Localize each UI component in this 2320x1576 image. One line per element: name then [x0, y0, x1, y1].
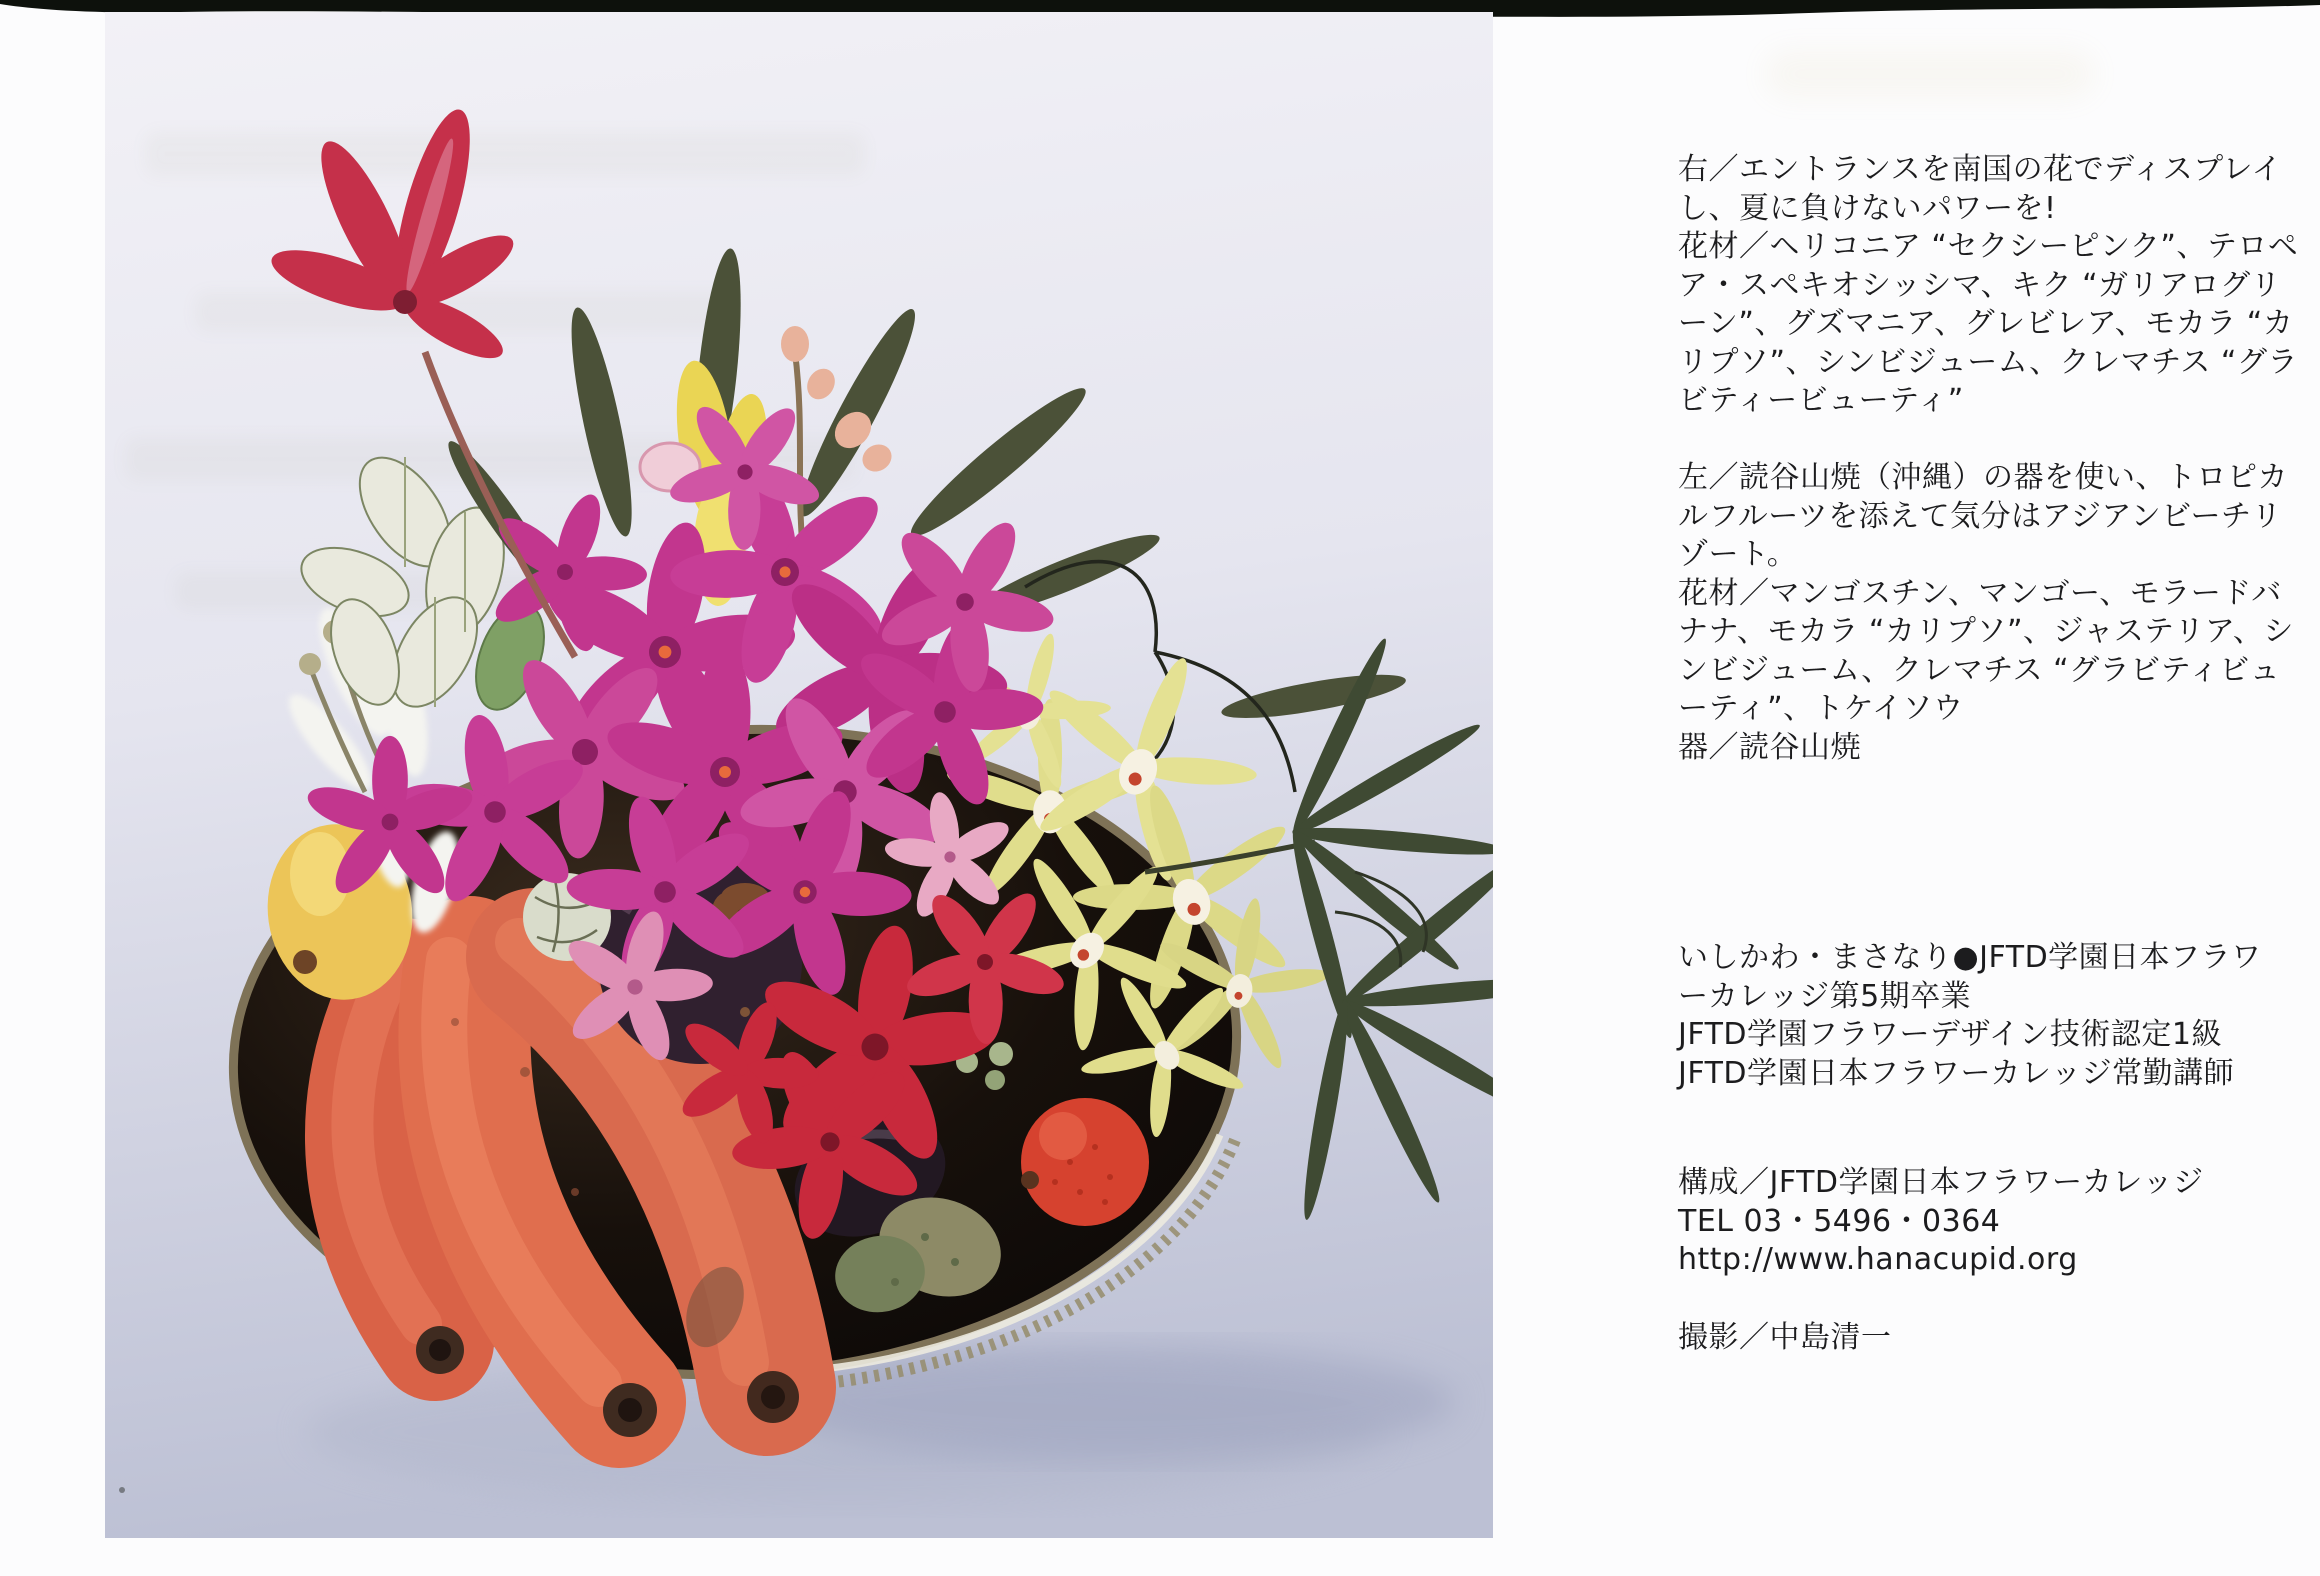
caption-line: ビティービューティ” — [1678, 383, 1964, 418]
caption-line: ンビジューム、クレマチス “グラビティビュ — [1678, 652, 2281, 688]
caption-line: ア・スペキオシッシマ、キク “ガリアログリ — [1678, 267, 2282, 303]
caption-line: リプソ”、シンビジューム、クレマチス “グラ — [1678, 344, 2298, 380]
caption-line: 花材／マンゴスチン、マンゴー、モラードバ — [1678, 575, 2282, 611]
showthrough-smudge — [1765, 50, 2095, 98]
caption-left-arrangement — [1678, 459, 2294, 767]
photo-art — [105, 12, 1493, 1538]
profile-line: ーカレッジ第5期卒業 — [1678, 978, 1972, 1014]
photo-credit — [1678, 1319, 1892, 1358]
caption-line: し、夏に負けないパワーを! — [1678, 190, 2057, 226]
caption-line: 左／読谷山焼（沖縄）の器を使い、トロピカ — [1678, 460, 2288, 495]
arrangement-photo — [105, 12, 1493, 1538]
red-tropical-fruit — [1021, 1098, 1149, 1226]
credit-line: 構成／JFTD学園日本フラワーカレッジ — [1678, 1165, 2204, 1200]
profile-line: いしかわ・まさなり●JFTD学園日本フラワ — [1678, 940, 2262, 975]
website-url: http://www.hanacupid.org — [1678, 1242, 2078, 1277]
phone-number: TEL 03・5496・0364 — [1678, 1203, 2001, 1239]
profile-line: JFTD学園日本フラワーカレッジ常勤講師 — [1678, 1055, 2235, 1091]
caption-line: ーン”、グズマニア、グレビレア、モカラ “カ — [1678, 306, 2294, 341]
paper-speck — [119, 1487, 125, 1493]
profile-line: JFTD学園フラワーデザイン技術認定1級 — [1678, 1017, 2222, 1052]
caption-line: 花材／ヘリコニア “セクシーピンク”、テロペ — [1678, 229, 2299, 264]
designer-profile — [1678, 939, 2262, 1093]
production-credits — [1678, 1164, 2204, 1280]
caption-line: ルフルーツを添えて気分はアジアンビーチリ — [1678, 498, 2282, 534]
caption-line: 器／読谷山焼 — [1678, 729, 1861, 765]
caption-line: ゾート。 — [1678, 537, 1798, 572]
credit-line: 撮影／中島清一 — [1678, 1320, 1892, 1355]
caption-right-arrangement — [1678, 151, 2298, 421]
caption-line: ーティ”、トケイソウ — [1678, 691, 1964, 726]
caption-line: 右／エントランスを南国の花でディスプレイ — [1678, 152, 2282, 187]
caption-line: ナナ、モカラ “カリプソ”、ジャステリア、シ — [1678, 614, 2294, 649]
